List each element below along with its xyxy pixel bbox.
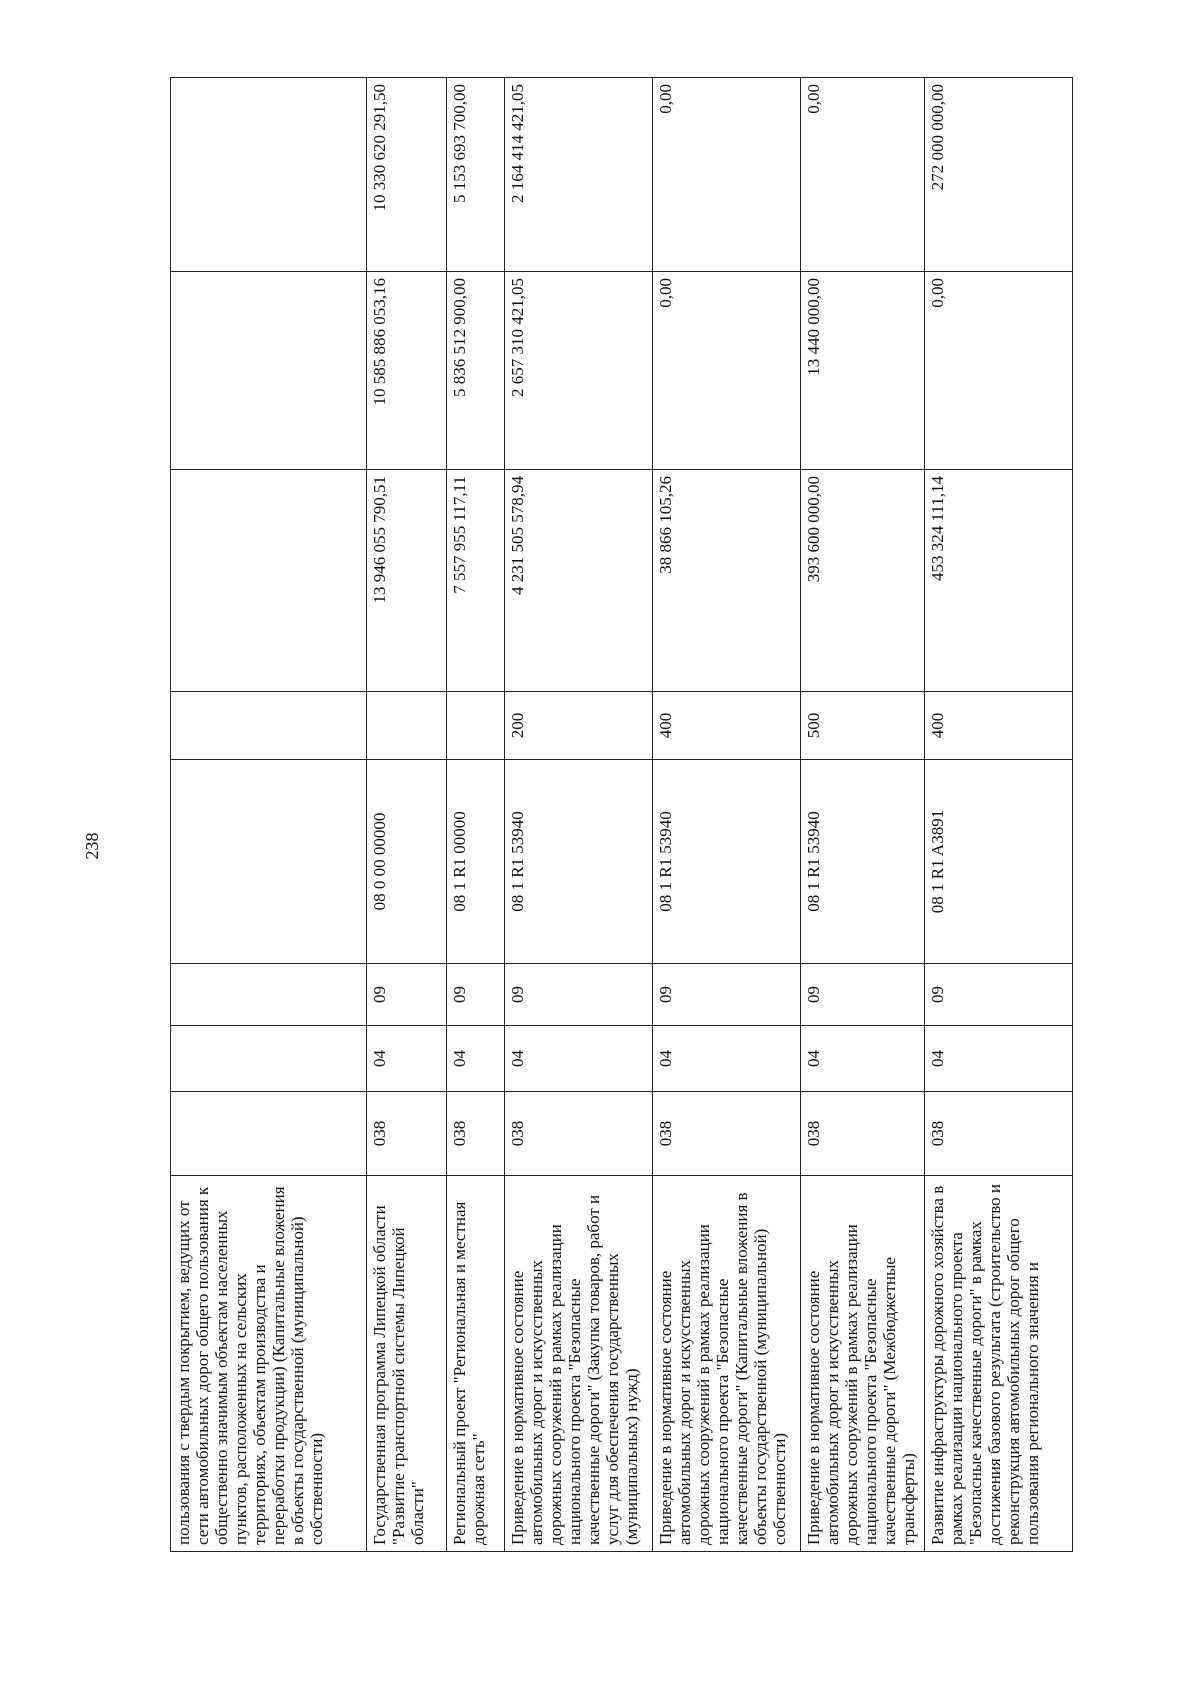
subsection-code: 09 — [367, 964, 447, 1026]
ministry-code: 038 — [925, 1092, 1073, 1176]
sum-year-2: 5 836 512 900,00 — [447, 272, 505, 470]
sum-year-1: 393 600 000,00 — [801, 470, 925, 692]
sum-year-1: 453 324 111,14 — [925, 470, 1073, 692]
sum-year-2: 13 440 000,00 — [801, 272, 925, 470]
expense-type-code: 200 — [505, 692, 653, 760]
budget-table-container — [170, 78, 1043, 1552]
ministry-code: 038 — [653, 1092, 801, 1176]
sum-year-1 — [171, 470, 367, 692]
section-code: 04 — [447, 1026, 505, 1092]
target-article-code: 08 1 R1 53940 — [505, 760, 653, 964]
table-row — [925, 78, 1073, 1552]
ministry-code: 038 — [505, 1092, 653, 1176]
ministry-code — [171, 1092, 367, 1176]
expense-type-code — [447, 692, 505, 760]
table-row — [447, 78, 505, 1552]
sum-year-3: 5 153 693 700,00 — [447, 78, 505, 272]
row-name: пользования с твердым покрытием, ведущих от сети автомобильных дорог общего пользования к общественно значимым объектам населенных пунктов, расположенных на сельских территориях, объектам производства и переработки продукции) (Капитальные вложения в объекты государственной (муниципальной) собственности) — [171, 1176, 367, 1552]
budget-table — [170, 77, 1073, 1552]
table-row — [505, 78, 653, 1552]
sum-year-3 — [171, 78, 367, 272]
row-name: Приведение в нормативное состояние автомобильных дорог и искусственных дорожных сооружений в рамках реализации национального проекта "Безопасные качественные дороги" (Межбюджетные трансферты) — [801, 1176, 925, 1552]
sum-year-3: 0,00 — [653, 78, 801, 272]
table-row — [801, 78, 925, 1552]
ministry-code: 038 — [801, 1092, 925, 1176]
row-name: Развитие инфраструктуры дорожного хозяйства в рамках реализации национального проекта "Безопасные качественные дороги" в рамках достижения базового результата (строительство и реконструкция автомобильных дорог общего пользования регионального значения и — [925, 1176, 1073, 1552]
section-code: 04 — [505, 1026, 653, 1092]
page-number: 238 — [82, 832, 102, 860]
row-name: Приведение в нормативное состояние автомобильных дорог и искусственных дорожных сооружений в рамках реализации национального проекта "Безопасные качественные дороги" (Закупка товаров, работ и услуг для обеспечения государственных (муниципальных) нужд) — [505, 1176, 653, 1552]
expense-type-code: 400 — [925, 692, 1073, 760]
expense-type-code — [367, 692, 447, 760]
sum-year-2: 0,00 — [925, 272, 1073, 470]
target-article-code — [171, 760, 367, 964]
ministry-code: 038 — [447, 1092, 505, 1176]
sum-year-3: 2 164 414 421,05 — [505, 78, 653, 272]
table-row — [171, 78, 367, 1552]
sum-year-3: 10 330 620 291,50 — [367, 78, 447, 272]
section-code: 04 — [653, 1026, 801, 1092]
section-code: 04 — [801, 1026, 925, 1092]
sum-year-1: 4 231 505 578,94 — [505, 470, 653, 692]
sum-year-2: 10 585 886 053,16 — [367, 272, 447, 470]
subsection-code — [171, 964, 367, 1026]
sum-year-3: 272 000 000,00 — [925, 78, 1073, 272]
subsection-code: 09 — [505, 964, 653, 1026]
sum-year-2: 2 657 310 421,05 — [505, 272, 653, 470]
target-article-code: 08 1 R1 00000 — [447, 760, 505, 964]
section-code: 04 — [925, 1026, 1073, 1092]
sum-year-2 — [171, 272, 367, 470]
sum-year-1: 13 946 055 790,51 — [367, 470, 447, 692]
table-row — [367, 78, 447, 1552]
subsection-code: 09 — [653, 964, 801, 1026]
expense-type-code: 500 — [801, 692, 925, 760]
ministry-code: 038 — [367, 1092, 447, 1176]
table-row — [653, 78, 801, 1552]
rotated-page-content — [170, 78, 1043, 1552]
target-article-code: 08 1 R1 53940 — [653, 760, 801, 964]
target-article-code: 08 0 00 00000 — [367, 760, 447, 964]
section-code: 04 — [367, 1026, 447, 1092]
sum-year-3: 0,00 — [801, 78, 925, 272]
row-name: Приведение в нормативное состояние автомобильных дорог и искусственных дорожных сооружений в рамках реализации национального проекта "Безопасные качественные дороги" (Капитальные вложения в объекты государственной (муниципальной) собственности) — [653, 1176, 801, 1552]
section-code — [171, 1026, 367, 1092]
expense-type-code: 400 — [653, 692, 801, 760]
target-article-code: 08 1 R1 53940 — [801, 760, 925, 964]
subsection-code: 09 — [925, 964, 1073, 1026]
target-article-code: 08 1 R1 A3891 — [925, 760, 1073, 964]
subsection-code: 09 — [801, 964, 925, 1026]
sum-year-1: 7 557 955 117,11 — [447, 470, 505, 692]
sum-year-2: 0,00 — [653, 272, 801, 470]
expense-type-code — [171, 692, 367, 760]
sum-year-1: 38 866 105,26 — [653, 470, 801, 692]
row-name: Региональный проект "Региональная и местная дорожная сеть" — [447, 1176, 505, 1552]
subsection-code: 09 — [447, 964, 505, 1026]
row-name: Государственная программа Липецкой области "Развитие транспортной системы Липецкой области" — [367, 1176, 447, 1552]
